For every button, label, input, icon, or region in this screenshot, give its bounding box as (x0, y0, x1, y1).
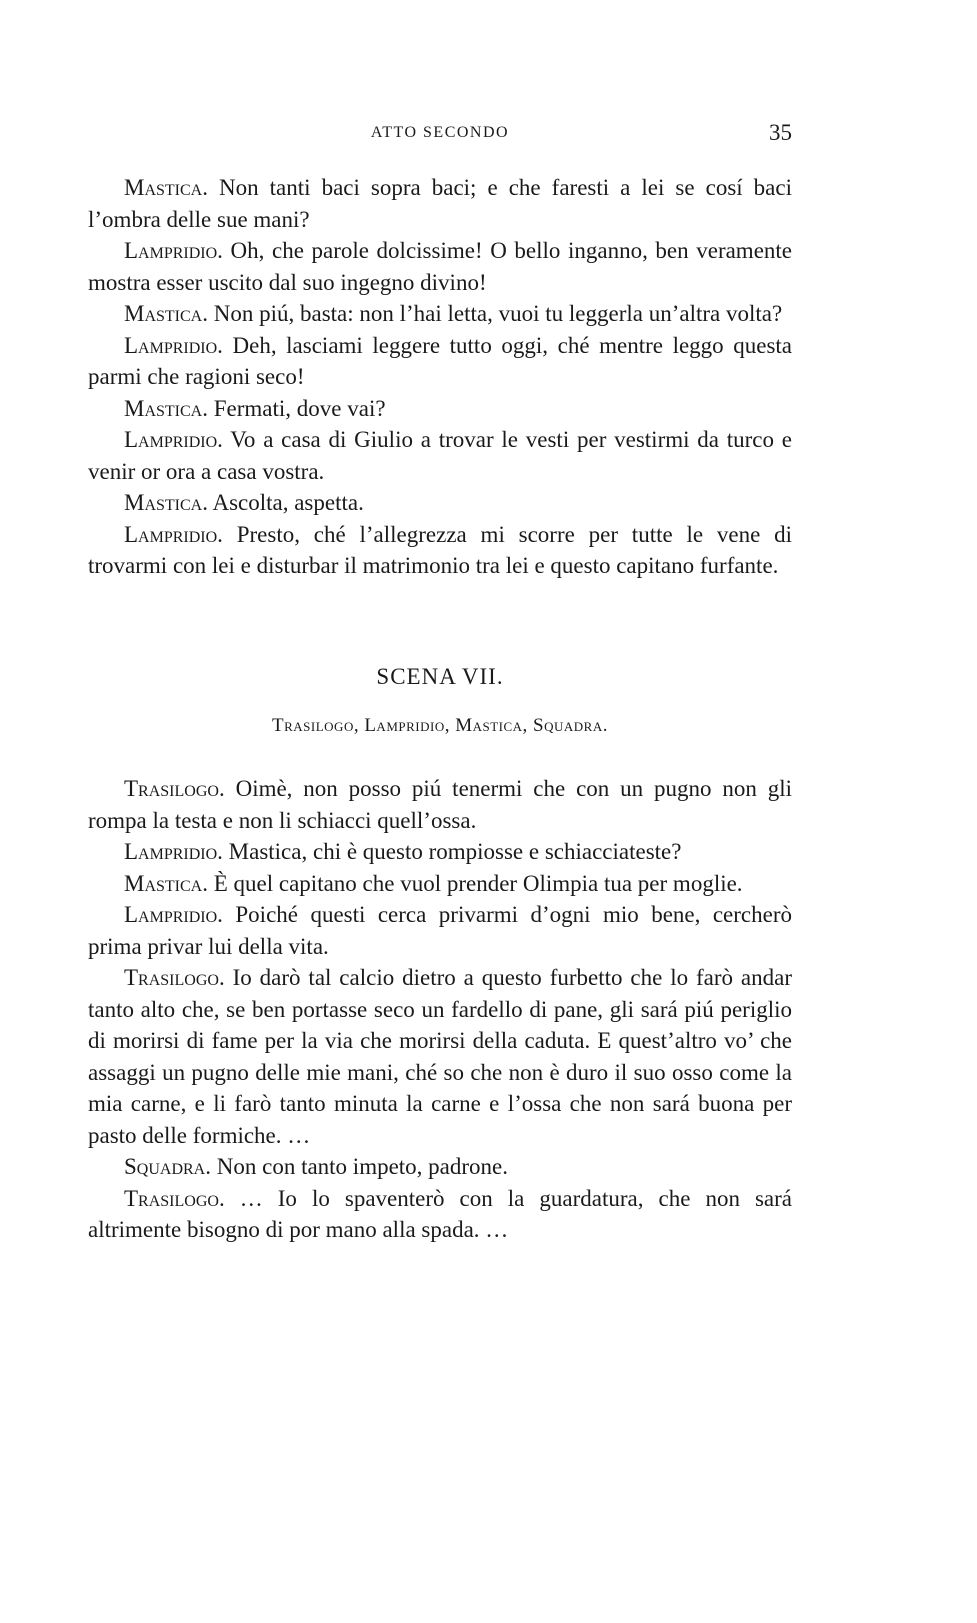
speech-text: Ascolta, aspetta. (212, 490, 364, 515)
speech-text: Io darò tal calcio dietro a questo furbetto che lo farò andar tanto alto che, se ben portasse seco un fardello di pane, gli sará piú periglio di morirsi di fame per la via che morirsi della caduta. E quest’altro vo’ che assaggi un pugno delle mie mani, ché so che non è duro il suo osso come la mia carne, e li farò tanto minuta la carne e l’ossa che non sará buona per pasto delle formiche. … (88, 965, 793, 1148)
dialogue-line (88, 519, 792, 582)
dialogue-line (88, 393, 792, 425)
speech-text: Oimè, non posso piú tenermi che con un pugno non gli rompa la testa e non li schiacci quell’ossa. (88, 776, 793, 833)
speaker-name: Mastica. (124, 175, 208, 200)
speaker-name: Lampridio. (124, 902, 223, 927)
speaker-name: Mastica. (124, 301, 208, 326)
speaker-name: Lampridio. (124, 427, 223, 452)
page-header (88, 118, 792, 152)
speaker-name: Squadra. (124, 1154, 211, 1179)
dialogue-line (88, 298, 792, 330)
speech-text: Non tanti baci sopra baci; e che faresti a lei se cosí baci l’ombra delle sue mani? (88, 175, 792, 232)
dialogue-line (88, 235, 792, 298)
speaker-name: Lampridio. (124, 521, 223, 547)
dialogue-line (88, 330, 792, 393)
dialogue-line (88, 962, 792, 1151)
speech-text: Deh, lasciami leggere tutto oggi, ché mentre leggo questa parmi che ragioni seco! (88, 332, 793, 389)
speech-text: … Io lo spaventerò con la guardatura, che non sará altrimente bisogno di por mano alla spada. … (88, 1185, 792, 1242)
speaker-name: Trasilogo. (124, 965, 225, 990)
dialogue-line (88, 899, 792, 962)
dialogue-block-1 (88, 172, 792, 582)
speech-text: Oh, che parole dolcissime! O bello inganno, ben veramente mostra esser uscito dal suo ingegno divino! (88, 238, 793, 295)
scene-cast-list: Trasilogo, Lampridio, Mastica, Squadra. (272, 715, 608, 736)
speaker-name: Trasilogo. (124, 1185, 225, 1211)
speaker-name: Lampridio. (124, 238, 223, 263)
dialogue-line (88, 1151, 792, 1183)
speech-text: Non con tanto impeto, padrone. (216, 1154, 509, 1179)
speech-text: Poiché questi cerca privarmi d’ogni mio bene, cercherò prima privar lui della vita. (88, 902, 792, 959)
speaker-name: Mastica. (124, 490, 208, 515)
speaker-name: Mastica. (124, 870, 208, 896)
speech-text: Mastica, chi è questo rompiosse e schiacciateste? (228, 839, 682, 864)
running-title: ATTO SECONDO (370, 124, 510, 141)
speech-text: Vo a casa di Giulio a trovar le vesti per vestirmi da turco e venir or ora a casa vostra. (88, 427, 792, 484)
dialogue-line (88, 773, 792, 836)
speech-text: Presto, ché l’allegrezza mi scorre per tutte le vene di trovarmi con lei e disturbar il matrimonio tra lei e questo capitano furfante. (88, 521, 793, 578)
dialogue-line (88, 487, 792, 519)
speech-text: È quel capitano che vuol prender Olimpia tua per moglie. (213, 870, 743, 896)
dialogue-line (88, 1183, 792, 1246)
scene-title: SCENA VII. (376, 664, 504, 689)
dialogue-line (88, 868, 792, 900)
speech-text: Non piú, basta: non l’hai letta, vuoi tu leggerla un’altra volta? (213, 301, 783, 326)
speaker-name: Trasilogo. (124, 776, 225, 801)
dialogue-block-2 (88, 773, 792, 1246)
speech-text: Fermati, dove vai? (213, 395, 386, 421)
speaker-name: Lampridio. (124, 839, 223, 864)
speaker-name: Lampridio. (124, 332, 223, 358)
dialogue-line (88, 424, 792, 487)
dialogue-line (88, 172, 792, 235)
page-number: 35 (769, 120, 792, 145)
dialogue-line (88, 836, 792, 868)
speaker-name: Mastica. (124, 395, 208, 421)
